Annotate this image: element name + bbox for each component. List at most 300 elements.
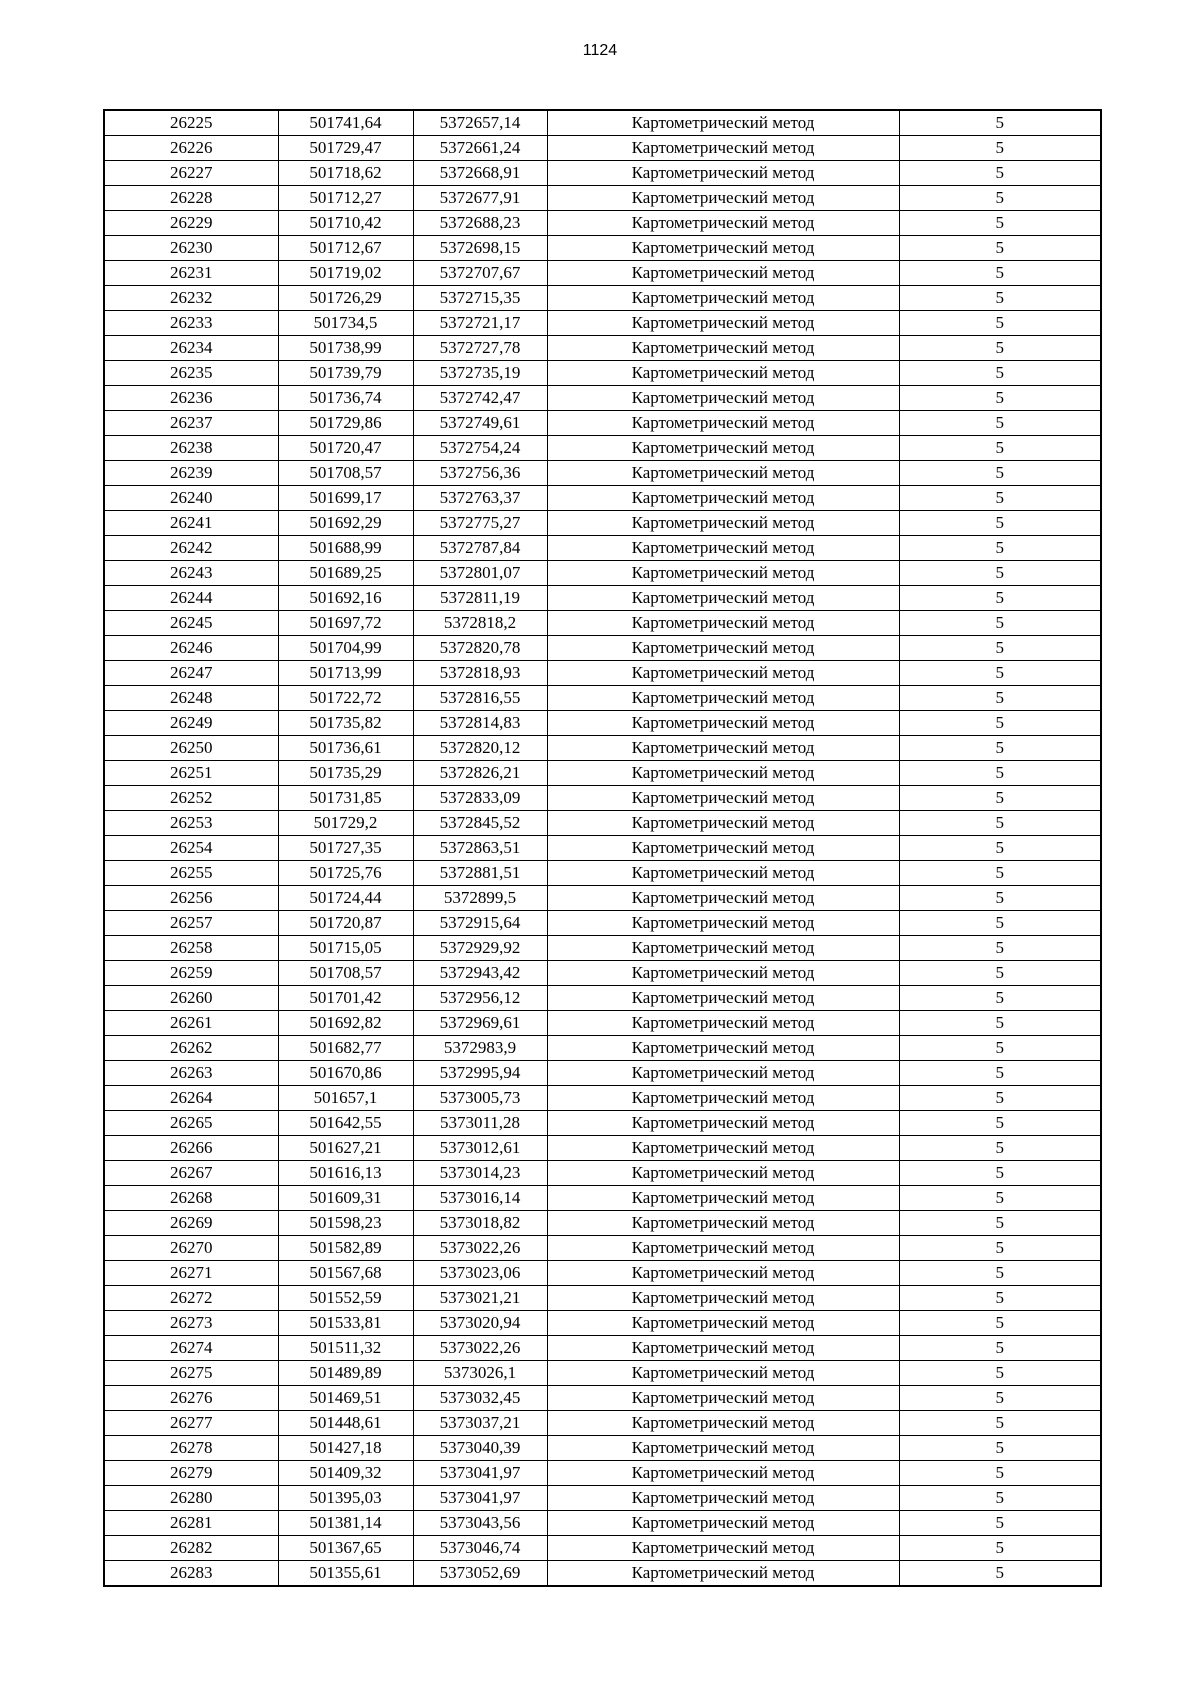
y-coordinate-cell: 5373021,21 — [413, 1286, 547, 1311]
table-row — [104, 1261, 1101, 1286]
table-row — [104, 486, 1101, 511]
method-cell: Картометрический метод — [547, 1186, 899, 1211]
x-coordinate-cell: 501609,31 — [278, 1186, 413, 1211]
x-coordinate-cell: 501736,74 — [278, 386, 413, 411]
method-cell: Картометрический метод — [547, 711, 899, 736]
y-coordinate-cell: 5372899,5 — [413, 886, 547, 911]
method-cell: Картометрический метод — [547, 311, 899, 336]
accuracy-cell: 5 — [899, 1161, 1101, 1186]
coordinates-table — [103, 109, 1102, 1587]
accuracy-cell: 5 — [899, 661, 1101, 686]
point-number-cell: 26230 — [104, 236, 278, 261]
accuracy-cell: 5 — [899, 961, 1101, 986]
method-cell: Картометрический метод — [547, 1436, 899, 1461]
point-number-cell: 26264 — [104, 1086, 278, 1111]
x-coordinate-cell: 501731,85 — [278, 786, 413, 811]
y-coordinate-cell: 5372845,52 — [413, 811, 547, 836]
method-cell: Картометрический метод — [547, 211, 899, 236]
point-number-cell: 26241 — [104, 511, 278, 536]
point-number-cell: 26269 — [104, 1211, 278, 1236]
table-row — [104, 1236, 1101, 1261]
x-coordinate-cell: 501552,59 — [278, 1286, 413, 1311]
table-row — [104, 161, 1101, 186]
point-number-cell: 26263 — [104, 1061, 278, 1086]
x-coordinate-cell: 501427,18 — [278, 1436, 413, 1461]
accuracy-cell: 5 — [899, 1011, 1101, 1036]
method-cell: Картометрический метод — [547, 1411, 899, 1436]
y-coordinate-cell: 5373018,82 — [413, 1211, 547, 1236]
y-coordinate-cell: 5373011,28 — [413, 1111, 547, 1136]
point-number-cell: 26254 — [104, 836, 278, 861]
table-row — [104, 986, 1101, 1011]
accuracy-cell: 5 — [899, 1261, 1101, 1286]
table-row — [104, 1111, 1101, 1136]
table-row — [104, 1161, 1101, 1186]
accuracy-cell: 5 — [899, 1036, 1101, 1061]
table-row — [104, 1036, 1101, 1061]
accuracy-cell: 5 — [899, 511, 1101, 536]
method-cell: Картометрический метод — [547, 486, 899, 511]
table-row — [104, 911, 1101, 936]
accuracy-cell: 5 — [899, 110, 1101, 136]
x-coordinate-cell: 501567,68 — [278, 1261, 413, 1286]
method-cell: Картометрический метод — [547, 736, 899, 761]
y-coordinate-cell: 5372818,2 — [413, 611, 547, 636]
accuracy-cell: 5 — [899, 436, 1101, 461]
method-cell: Картометрический метод — [547, 186, 899, 211]
y-coordinate-cell: 5372749,61 — [413, 411, 547, 436]
x-coordinate-cell: 501720,47 — [278, 436, 413, 461]
point-number-cell: 26237 — [104, 411, 278, 436]
point-number-cell: 26272 — [104, 1286, 278, 1311]
point-number-cell: 26271 — [104, 1261, 278, 1286]
x-coordinate-cell: 501715,05 — [278, 936, 413, 961]
accuracy-cell: 5 — [899, 536, 1101, 561]
x-coordinate-cell: 501381,14 — [278, 1511, 413, 1536]
point-number-cell: 26247 — [104, 661, 278, 686]
method-cell: Картометрический метод — [547, 911, 899, 936]
y-coordinate-cell: 5372929,92 — [413, 936, 547, 961]
x-coordinate-cell: 501712,27 — [278, 186, 413, 211]
point-number-cell: 26225 — [104, 110, 278, 136]
y-coordinate-cell: 5373016,14 — [413, 1186, 547, 1211]
y-coordinate-cell: 5372811,19 — [413, 586, 547, 611]
accuracy-cell: 5 — [899, 136, 1101, 161]
y-coordinate-cell: 5373026,1 — [413, 1361, 547, 1386]
method-cell: Картометрический метод — [547, 1336, 899, 1361]
method-cell: Картометрический метод — [547, 636, 899, 661]
method-cell: Картометрический метод — [547, 786, 899, 811]
point-number-cell: 26226 — [104, 136, 278, 161]
table-row — [104, 236, 1101, 261]
y-coordinate-cell: 5373014,23 — [413, 1161, 547, 1186]
method-cell: Картометрический метод — [547, 536, 899, 561]
y-coordinate-cell: 5373020,94 — [413, 1311, 547, 1336]
y-coordinate-cell: 5372698,15 — [413, 236, 547, 261]
point-number-cell: 26236 — [104, 386, 278, 411]
point-number-cell: 26243 — [104, 561, 278, 586]
y-coordinate-cell: 5373037,21 — [413, 1411, 547, 1436]
point-number-cell: 26255 — [104, 861, 278, 886]
y-coordinate-cell: 5372763,37 — [413, 486, 547, 511]
point-number-cell: 26266 — [104, 1136, 278, 1161]
point-number-cell: 26267 — [104, 1161, 278, 1186]
point-number-cell: 26229 — [104, 211, 278, 236]
method-cell: Картометрический метод — [547, 1211, 899, 1236]
method-cell: Картометрический метод — [547, 336, 899, 361]
y-coordinate-cell: 5373041,97 — [413, 1486, 547, 1511]
table-row — [104, 261, 1101, 286]
table-row — [104, 736, 1101, 761]
x-coordinate-cell: 501738,99 — [278, 336, 413, 361]
point-number-cell: 26261 — [104, 1011, 278, 1036]
accuracy-cell: 5 — [899, 286, 1101, 311]
x-coordinate-cell: 501367,65 — [278, 1536, 413, 1561]
y-coordinate-cell: 5372969,61 — [413, 1011, 547, 1036]
table-row — [104, 311, 1101, 336]
x-coordinate-cell: 501692,29 — [278, 511, 413, 536]
point-number-cell: 26253 — [104, 811, 278, 836]
accuracy-cell: 5 — [899, 861, 1101, 886]
table-row — [104, 1511, 1101, 1536]
y-coordinate-cell: 5372688,23 — [413, 211, 547, 236]
table-row — [104, 636, 1101, 661]
method-cell: Картометрический метод — [547, 436, 899, 461]
method-cell: Картометрический метод — [547, 1561, 899, 1587]
accuracy-cell: 5 — [899, 1561, 1101, 1587]
point-number-cell: 26270 — [104, 1236, 278, 1261]
table-row — [104, 861, 1101, 886]
accuracy-cell: 5 — [899, 211, 1101, 236]
accuracy-cell: 5 — [899, 1336, 1101, 1361]
x-coordinate-cell: 501729,47 — [278, 136, 413, 161]
y-coordinate-cell: 5372727,78 — [413, 336, 547, 361]
y-coordinate-cell: 5373046,74 — [413, 1536, 547, 1561]
table-row — [104, 361, 1101, 386]
accuracy-cell: 5 — [899, 1411, 1101, 1436]
point-number-cell: 26273 — [104, 1311, 278, 1336]
accuracy-cell: 5 — [899, 311, 1101, 336]
method-cell: Картометрический метод — [547, 1236, 899, 1261]
point-number-cell: 26245 — [104, 611, 278, 636]
accuracy-cell: 5 — [899, 1086, 1101, 1111]
table-row — [104, 186, 1101, 211]
point-number-cell: 26249 — [104, 711, 278, 736]
x-coordinate-cell: 501699,17 — [278, 486, 413, 511]
x-coordinate-cell: 501734,5 — [278, 311, 413, 336]
method-cell: Картометрический метод — [547, 261, 899, 286]
method-cell: Картометрический метод — [547, 1261, 899, 1286]
method-cell: Картометрический метод — [547, 761, 899, 786]
x-coordinate-cell: 501712,67 — [278, 236, 413, 261]
y-coordinate-cell: 5372657,14 — [413, 110, 547, 136]
accuracy-cell: 5 — [899, 886, 1101, 911]
y-coordinate-cell: 5372677,91 — [413, 186, 547, 211]
x-coordinate-cell: 501741,64 — [278, 110, 413, 136]
x-coordinate-cell: 501718,62 — [278, 161, 413, 186]
accuracy-cell: 5 — [899, 1186, 1101, 1211]
point-number-cell: 26283 — [104, 1561, 278, 1587]
method-cell: Картометрический метод — [547, 1011, 899, 1036]
x-coordinate-cell: 501729,2 — [278, 811, 413, 836]
method-cell: Картометрический метод — [547, 1111, 899, 1136]
point-number-cell: 26239 — [104, 461, 278, 486]
y-coordinate-cell: 5372995,94 — [413, 1061, 547, 1086]
y-coordinate-cell: 5372721,17 — [413, 311, 547, 336]
accuracy-cell: 5 — [899, 1311, 1101, 1336]
method-cell: Картометрический метод — [547, 886, 899, 911]
point-number-cell: 26238 — [104, 436, 278, 461]
table-row — [104, 761, 1101, 786]
method-cell: Картометрический метод — [547, 861, 899, 886]
method-cell: Картометрический метод — [547, 986, 899, 1011]
point-number-cell: 26262 — [104, 1036, 278, 1061]
y-coordinate-cell: 5373032,45 — [413, 1386, 547, 1411]
method-cell: Картометрический метод — [547, 161, 899, 186]
x-coordinate-cell: 501689,25 — [278, 561, 413, 586]
y-coordinate-cell: 5373012,61 — [413, 1136, 547, 1161]
point-number-cell: 26274 — [104, 1336, 278, 1361]
point-number-cell: 26242 — [104, 536, 278, 561]
point-number-cell: 26257 — [104, 911, 278, 936]
table-row — [104, 786, 1101, 811]
accuracy-cell: 5 — [899, 386, 1101, 411]
x-coordinate-cell: 501708,57 — [278, 961, 413, 986]
y-coordinate-cell: 5372715,35 — [413, 286, 547, 311]
table-row — [104, 1361, 1101, 1386]
point-number-cell: 26256 — [104, 886, 278, 911]
method-cell: Картометрический метод — [547, 236, 899, 261]
table-row — [104, 1486, 1101, 1511]
table-row — [104, 1411, 1101, 1436]
accuracy-cell: 5 — [899, 586, 1101, 611]
x-coordinate-cell: 501511,32 — [278, 1336, 413, 1361]
x-coordinate-cell: 501688,99 — [278, 536, 413, 561]
point-number-cell: 26232 — [104, 286, 278, 311]
table-row — [104, 110, 1101, 136]
table-row — [104, 1211, 1101, 1236]
point-number-cell: 26277 — [104, 1411, 278, 1436]
accuracy-cell: 5 — [899, 761, 1101, 786]
accuracy-cell: 5 — [899, 1436, 1101, 1461]
point-number-cell: 26248 — [104, 686, 278, 711]
y-coordinate-cell: 5372833,09 — [413, 786, 547, 811]
method-cell: Картометрический метод — [547, 1161, 899, 1186]
method-cell: Картометрический метод — [547, 661, 899, 686]
method-cell: Картометрический метод — [547, 1286, 899, 1311]
method-cell: Картометрический метод — [547, 561, 899, 586]
table-row — [104, 1061, 1101, 1086]
accuracy-cell: 5 — [899, 186, 1101, 211]
point-number-cell: 26276 — [104, 1386, 278, 1411]
y-coordinate-cell: 5372661,24 — [413, 136, 547, 161]
table-row — [104, 1436, 1101, 1461]
x-coordinate-cell: 501489,89 — [278, 1361, 413, 1386]
accuracy-cell: 5 — [899, 1236, 1101, 1261]
table-row — [104, 461, 1101, 486]
x-coordinate-cell: 501722,72 — [278, 686, 413, 711]
accuracy-cell: 5 — [899, 986, 1101, 1011]
y-coordinate-cell: 5372863,51 — [413, 836, 547, 861]
accuracy-cell: 5 — [899, 611, 1101, 636]
table-row — [104, 886, 1101, 911]
table-row — [104, 836, 1101, 861]
method-cell: Картометрический метод — [547, 811, 899, 836]
accuracy-cell: 5 — [899, 411, 1101, 436]
accuracy-cell: 5 — [899, 361, 1101, 386]
y-coordinate-cell: 5373022,26 — [413, 1336, 547, 1361]
point-number-cell: 26265 — [104, 1111, 278, 1136]
method-cell: Картометрический метод — [547, 1486, 899, 1511]
x-coordinate-cell: 501720,87 — [278, 911, 413, 936]
method-cell: Картометрический метод — [547, 1136, 899, 1161]
x-coordinate-cell: 501409,32 — [278, 1461, 413, 1486]
y-coordinate-cell: 5372826,21 — [413, 761, 547, 786]
point-number-cell: 26260 — [104, 986, 278, 1011]
method-cell: Картометрический метод — [547, 110, 899, 136]
x-coordinate-cell: 501582,89 — [278, 1236, 413, 1261]
x-coordinate-cell: 501670,86 — [278, 1061, 413, 1086]
table-row — [104, 711, 1101, 736]
point-number-cell: 26268 — [104, 1186, 278, 1211]
table-row — [104, 1336, 1101, 1361]
y-coordinate-cell: 5373041,97 — [413, 1461, 547, 1486]
table-row — [104, 1386, 1101, 1411]
method-cell: Картометрический метод — [547, 686, 899, 711]
table-row — [104, 961, 1101, 986]
accuracy-cell: 5 — [899, 1386, 1101, 1411]
x-coordinate-cell: 501469,51 — [278, 1386, 413, 1411]
x-coordinate-cell: 501616,13 — [278, 1161, 413, 1186]
x-coordinate-cell: 501739,79 — [278, 361, 413, 386]
y-coordinate-cell: 5372787,84 — [413, 536, 547, 561]
method-cell: Картометрический метод — [547, 1536, 899, 1561]
x-coordinate-cell: 501710,42 — [278, 211, 413, 236]
y-coordinate-cell: 5372735,19 — [413, 361, 547, 386]
table-row — [104, 1286, 1101, 1311]
method-cell: Картометрический метод — [547, 936, 899, 961]
method-cell: Картометрический метод — [547, 386, 899, 411]
point-number-cell: 26244 — [104, 586, 278, 611]
x-coordinate-cell: 501692,82 — [278, 1011, 413, 1036]
method-cell: Картометрический метод — [547, 1461, 899, 1486]
method-cell: Картометрический метод — [547, 1386, 899, 1411]
x-coordinate-cell: 501736,61 — [278, 736, 413, 761]
x-coordinate-cell: 501713,99 — [278, 661, 413, 686]
table-row — [104, 936, 1101, 961]
y-coordinate-cell: 5373005,73 — [413, 1086, 547, 1111]
x-coordinate-cell: 501735,29 — [278, 761, 413, 786]
y-coordinate-cell: 5372801,07 — [413, 561, 547, 586]
table-row — [104, 1536, 1101, 1561]
accuracy-cell: 5 — [899, 1136, 1101, 1161]
table-row — [104, 511, 1101, 536]
point-number-cell: 26259 — [104, 961, 278, 986]
method-cell: Картометрический метод — [547, 1311, 899, 1336]
table-row — [104, 1136, 1101, 1161]
table-row — [104, 1311, 1101, 1336]
point-number-cell: 26281 — [104, 1511, 278, 1536]
point-number-cell: 26228 — [104, 186, 278, 211]
table-row — [104, 561, 1101, 586]
x-coordinate-cell: 501533,81 — [278, 1311, 413, 1336]
page-number: 1124 — [582, 42, 618, 59]
coordinates-table-body — [104, 110, 1101, 1586]
accuracy-cell: 5 — [899, 261, 1101, 286]
accuracy-cell: 5 — [899, 911, 1101, 936]
x-coordinate-cell: 501725,76 — [278, 861, 413, 886]
method-cell: Картометрический метод — [547, 411, 899, 436]
point-number-cell: 26246 — [104, 636, 278, 661]
accuracy-cell: 5 — [899, 1486, 1101, 1511]
x-coordinate-cell: 501692,16 — [278, 586, 413, 611]
y-coordinate-cell: 5372943,42 — [413, 961, 547, 986]
point-number-cell: 26258 — [104, 936, 278, 961]
method-cell: Картометрический метод — [547, 1361, 899, 1386]
accuracy-cell: 5 — [899, 686, 1101, 711]
x-coordinate-cell: 501735,82 — [278, 711, 413, 736]
method-cell: Картометрический метод — [547, 611, 899, 636]
y-coordinate-cell: 5372814,83 — [413, 711, 547, 736]
accuracy-cell: 5 — [899, 711, 1101, 736]
point-number-cell: 26227 — [104, 161, 278, 186]
point-number-cell: 26234 — [104, 336, 278, 361]
method-cell: Картометрический метод — [547, 461, 899, 486]
accuracy-cell: 5 — [899, 561, 1101, 586]
table-row — [104, 811, 1101, 836]
method-cell: Картометрический метод — [547, 836, 899, 861]
table-row — [104, 586, 1101, 611]
accuracy-cell: 5 — [899, 936, 1101, 961]
accuracy-cell: 5 — [899, 736, 1101, 761]
accuracy-cell: 5 — [899, 786, 1101, 811]
x-coordinate-cell: 501729,86 — [278, 411, 413, 436]
x-coordinate-cell: 501708,57 — [278, 461, 413, 486]
x-coordinate-cell: 501598,23 — [278, 1211, 413, 1236]
y-coordinate-cell: 5372881,51 — [413, 861, 547, 886]
accuracy-cell: 5 — [899, 836, 1101, 861]
x-coordinate-cell: 501627,21 — [278, 1136, 413, 1161]
accuracy-cell: 5 — [899, 1361, 1101, 1386]
x-coordinate-cell: 501727,35 — [278, 836, 413, 861]
table-row — [104, 1186, 1101, 1211]
x-coordinate-cell: 501682,77 — [278, 1036, 413, 1061]
accuracy-cell: 5 — [899, 161, 1101, 186]
accuracy-cell: 5 — [899, 1461, 1101, 1486]
x-coordinate-cell: 501355,61 — [278, 1561, 413, 1587]
method-cell: Картометрический метод — [547, 586, 899, 611]
table-row — [104, 136, 1101, 161]
y-coordinate-cell: 5372742,47 — [413, 386, 547, 411]
y-coordinate-cell: 5373022,26 — [413, 1236, 547, 1261]
table-row — [104, 336, 1101, 361]
method-cell: Картометрический метод — [547, 136, 899, 161]
method-cell: Картометрический метод — [547, 961, 899, 986]
y-coordinate-cell: 5372983,9 — [413, 1036, 547, 1061]
table-row — [104, 1461, 1101, 1486]
method-cell: Картометрический метод — [547, 1036, 899, 1061]
x-coordinate-cell: 501642,55 — [278, 1111, 413, 1136]
point-number-cell: 26240 — [104, 486, 278, 511]
y-coordinate-cell: 5372756,36 — [413, 461, 547, 486]
y-coordinate-cell: 5373043,56 — [413, 1511, 547, 1536]
y-coordinate-cell: 5372820,78 — [413, 636, 547, 661]
point-number-cell: 26279 — [104, 1461, 278, 1486]
y-coordinate-cell: 5372754,24 — [413, 436, 547, 461]
table-row — [104, 386, 1101, 411]
method-cell: Картометрический метод — [547, 1086, 899, 1111]
y-coordinate-cell: 5372775,27 — [413, 511, 547, 536]
